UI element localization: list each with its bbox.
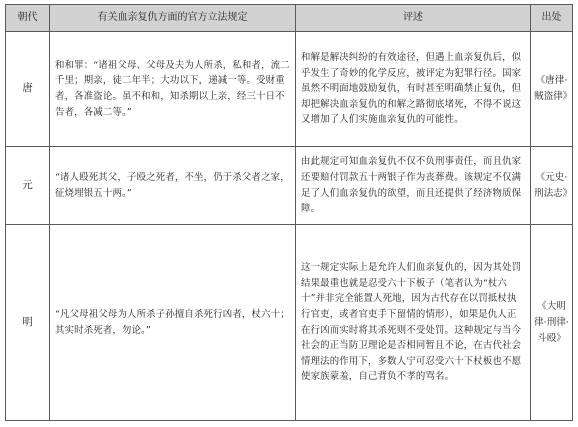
commentary-cell: 由此规定可知血亲复仇不仅不负刑事责任，而且仇家还要赔付罚款五十两银子作为丧葬费。该规定不仅满足了人们血亲复仇的欲望，而且还提供了经济物质保障。 bbox=[296, 147, 531, 225]
commentary-cell: 和解是解决纠纷的有效途径，但遇上血亲复仇后，似乎发生了奇妙的化学反应，被评定为犯罪行径。国家虽然不明面地鼓励复仇，有时甚至明确禁止复仇，但却把解决血亲复仇的和解之路彻底堵死，不得不说这又增加了人们实施血亲复仇的可能性。 bbox=[296, 32, 531, 147]
law-table bbox=[5, 4, 573, 421]
provision-cell: “诸人殴死其父，子殴之死者，不坐，仍于杀父者之家，征烧埋银五十两。” bbox=[50, 147, 296, 225]
header-row bbox=[6, 5, 573, 32]
table-row bbox=[6, 32, 573, 147]
source-cell: 《大明律·刑律·斗殴》 bbox=[531, 225, 573, 421]
header-provision: 有关血亲复仇方面的官方立法规定 bbox=[50, 5, 296, 32]
header-source: 出处 bbox=[531, 5, 573, 32]
table-row bbox=[6, 147, 573, 225]
table-row bbox=[6, 225, 573, 421]
source-cell: 《唐律·贼盗律》 bbox=[531, 32, 573, 147]
dynasty-cell: 明 bbox=[6, 225, 50, 421]
law-table-container bbox=[5, 4, 572, 421]
provision-cell: “凡父母祖父母为人所杀子孙擅自杀死行凶者，杖六十；其实时杀死者，勿论。” bbox=[50, 225, 296, 421]
header-dynasty: 朝代 bbox=[6, 5, 50, 32]
dynasty-cell: 唐 bbox=[6, 32, 50, 147]
commentary-cell: 这一规定实际上是允许人们血亲复仇的，因为其处罚结果最重也就是忍受六十下板子（笔者认为“杖六十”并非完全能置人死地，因为古代存在以罚抵杖执行官吏，或者官吏手下留情的情形），如果是仇人正在行凶而实时将其杀死则不受处罚。这种规定与当今社会的正当防卫理论是否相同暂且不论，在古代社会情理法的作用下，多数人宁可忍受六十下杖板也不愿使家族蒙羞，自己背负不孝的骂名。 bbox=[296, 225, 531, 421]
dynasty-cell: 元 bbox=[6, 147, 50, 225]
provision-cell: 和和罪：“诸祖父母、父母及夫为人所杀，私和者，流二千里；期亲，徒二年半；大功以下，递减一等。受财重者，各准盗论。虽不和和，知杀期以上亲，经三十日不告者，各减二等。” bbox=[50, 32, 296, 147]
source-cell: 《元史·刑法志》 bbox=[531, 147, 573, 225]
table-header bbox=[6, 5, 573, 32]
header-commentary: 评述 bbox=[296, 5, 531, 32]
table-body bbox=[6, 32, 573, 421]
